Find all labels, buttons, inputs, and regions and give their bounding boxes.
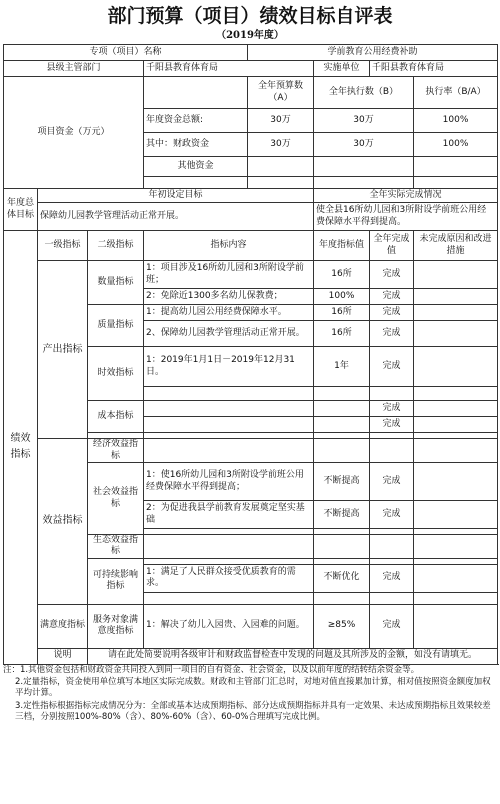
funds-row-exec [314, 157, 414, 177]
row-target: 100% [314, 289, 370, 305]
row-done: 完成 [370, 564, 414, 592]
row-target: 16所 [314, 321, 370, 347]
explain-label: 说明 [38, 648, 88, 664]
perf-label: 绩效指标 [4, 231, 38, 665]
goals-label: 年度总体目标 [4, 189, 38, 231]
row-content: 2：为促进我县学前教育发展奠定坚实基础 [144, 501, 314, 529]
row-content: 1：项目涉及16所幼儿园和3所附设学前班； [144, 261, 314, 289]
row-content: 1：2019年1月1日－2019年12月31日。 [144, 347, 314, 387]
funds-row-label: 年度资金总额: [144, 109, 248, 133]
row-content [144, 439, 314, 463]
funds-row-budget: 30万 [248, 133, 314, 157]
l2-ecological: 生态效益指标 [88, 535, 144, 559]
row-done: 完成 [370, 321, 414, 347]
h-reason: 未完成原因和改进措施 [414, 231, 498, 261]
funds-row-budget: 30万 [248, 109, 314, 133]
row-done: 完成 [370, 347, 414, 387]
row-content: 2：免除近1300多名幼儿保教费； [144, 289, 314, 305]
row-target: 16所 [314, 261, 370, 289]
l2-timeliness: 时效指标 [88, 347, 144, 401]
h-level1: 一级指标 [38, 231, 88, 261]
row-done: 完成 [370, 401, 414, 417]
dept-value: 千阳县教育体育局 [144, 61, 314, 77]
benefit-label: 效益指标 [38, 439, 88, 605]
row-content: 1：满足了人民群众接受优质教育的需求。 [144, 564, 314, 592]
funds-row-rate: 100% [414, 109, 498, 133]
funds-col-rate: 执行率（B/A） [414, 77, 498, 109]
dept-label: 县级主管部门 [4, 61, 144, 77]
row-done: 完成 [370, 604, 414, 648]
row-target [314, 535, 370, 559]
h-level2: 二级指标 [88, 231, 144, 261]
h-done: 全年完成值 [370, 231, 414, 261]
page-title: 部门预算（项目）绩效目标自评表 [107, 5, 393, 27]
row-target: 1年 [314, 347, 370, 387]
goals-col-set: 年初设定目标 [38, 189, 314, 203]
output-label: 产出指标 [38, 261, 88, 439]
goals-actual-text: 使全县16所幼儿园和3所附设学前班公用经费保障水平得到提高。 [314, 203, 498, 231]
report-year: （2019年度） [216, 30, 284, 41]
goals-set-text: 保障幼儿园教学管理活动正常开展。 [38, 203, 314, 231]
funds-row-label: 其中：财政资金 [144, 133, 248, 157]
l2-social: 社会效益指标 [88, 463, 144, 535]
l2-cost: 成本指标 [88, 401, 144, 433]
row-content [144, 401, 314, 417]
row-target [314, 439, 370, 463]
row-done: 完成 [370, 463, 414, 501]
funds-row-rate: 100% [414, 133, 498, 157]
row-done: 完成 [370, 501, 414, 529]
note-3: 3.定性指标根据指标完成情况分为：全部或基本达成预期指标、部分达成预期指标并具有一定效果、未达成预期指标且效果较差三档，分别按照100%-80%（含）、80%-60%（含）、60-0%合理填写完成比例。 [15, 700, 491, 723]
row-target: 不断提高 [314, 463, 370, 501]
funds-col-exec: 全年执行数（B） [314, 77, 414, 109]
row-done: 完成 [370, 305, 414, 321]
row-done: 完成 [370, 289, 414, 305]
row-target [314, 417, 370, 433]
row-content: 1：解决了幼儿入园贵、入园难的问题。 [144, 604, 314, 648]
row-done: 完成 [370, 261, 414, 289]
h-target: 年度指标值 [314, 231, 370, 261]
l2-sustain: 可持续影响指标 [88, 558, 144, 604]
funds-row-label: 其他资金 [144, 157, 248, 177]
funds-label: 项目资金（万元） [4, 77, 144, 189]
project-name-label: 专项（项目）名称 [4, 45, 248, 61]
project-name-value: 学前教育公用经费补助 [248, 45, 498, 61]
h-content: 指标内容 [144, 231, 314, 261]
row-done [370, 535, 414, 559]
row-done [370, 439, 414, 463]
funds-row-budget [248, 157, 314, 177]
notes [3, 665, 497, 724]
row-content: 2、保障幼儿园教学管理活动正常开展。 [144, 321, 314, 347]
funds-row-rate [414, 157, 498, 177]
row-target: 不断优化 [314, 564, 370, 592]
l2-economic: 经济效益指标 [88, 439, 144, 463]
row-content: 1：提高幼儿园公用经费保障水平。 [144, 305, 314, 321]
l2-quantity: 数量指标 [88, 261, 144, 305]
funds-row-exec: 30万 [314, 133, 414, 157]
impl-value: 千阳县教育体育局 [370, 61, 498, 77]
note-2: 2.定量指标，资金使用单位填写本地区实际完成数。财政和主管部门汇总时，对地对值直接累加计算，相对值按照资金额度加权平均计算。 [15, 676, 491, 699]
row-target: ≥85% [314, 604, 370, 648]
evaluation-table [3, 44, 498, 665]
row-content: 1：使16所幼儿园和3所附设学前班公用经费保障水平得到提高； [144, 463, 314, 501]
row-content [144, 417, 314, 433]
goals-col-actual: 全年实际完成情况 [314, 189, 498, 203]
row-target [314, 401, 370, 417]
row-target: 不断提高 [314, 501, 370, 529]
l2-service: 服务对象满意度指标 [88, 604, 144, 648]
satisfaction-label: 满意度指标 [38, 604, 88, 648]
note-1: 注：1.其他资金包括和财政资金共同投入到同一项目的自有资金、社会资金，以及以前年度的结转结余资金等。 [3, 664, 420, 675]
row-content [144, 535, 314, 559]
impl-label: 实施单位 [314, 61, 370, 77]
row-target: 16所 [314, 305, 370, 321]
explain-text: 请在此处简要说明各级审计和财政监督检查中发现的问题及其所涉及的金额，如没有请填无。 [88, 648, 498, 664]
funds-col-budget: 全年预算数（A） [248, 77, 314, 109]
l2-quality: 质量指标 [88, 305, 144, 347]
funds-row-exec: 30万 [314, 109, 414, 133]
row-done: 完成 [370, 417, 414, 433]
